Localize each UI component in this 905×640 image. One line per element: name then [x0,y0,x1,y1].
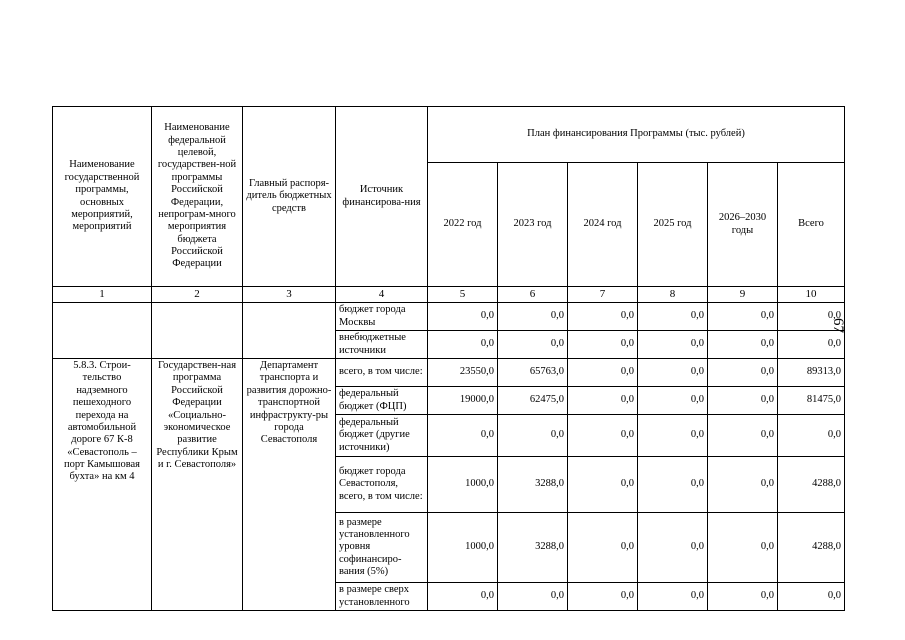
column-number: 3 [243,287,336,303]
page-number: 67 [830,318,846,333]
column-number: 8 [638,287,708,303]
value-2026-2030: 0,0 [708,303,778,331]
header-year-2025: 2025 год [638,163,708,287]
value-2024: 0,0 [568,583,638,611]
table-row [53,359,845,387]
value-2023: 0,0 [498,303,568,331]
funding-source: в размере сверх установленного [336,583,428,611]
value-2024: 0,0 [568,415,638,457]
value-total: 0,0 [778,583,845,611]
program-name-cell [53,303,152,359]
value-2023: 3288,0 [498,513,568,583]
value-2026-2030: 0,0 [708,457,778,513]
value-2025: 0,0 [638,457,708,513]
federal-program-cell [152,303,243,359]
header-program-name: Наименование государственной программы, основных мероприятий, мероприятий [53,107,152,287]
funding-source: федеральный бюджет (другие источники) [336,415,428,457]
program-name-cell: 5.8.3. Строи-тельство надземного пешеходного перехода на автомобильной дороге 67 К-8 «Севастополь – порт Камышовая бухта» на км 4 [53,359,152,611]
value-2022: 19000,0 [428,387,498,415]
funding-source: бюджет города Севастополя, всего, в том числе: [336,457,428,513]
value-total: 81475,0 [778,387,845,415]
column-number: 9 [708,287,778,303]
value-2022: 0,0 [428,415,498,457]
financing-table [52,106,845,611]
value-total: 4288,0 [778,513,845,583]
value-2025: 0,0 [638,387,708,415]
value-2026-2030: 0,0 [708,331,778,359]
value-2026-2030: 0,0 [708,415,778,457]
value-total: 0,0 [778,331,845,359]
value-2025: 0,0 [638,359,708,387]
value-2022: 0,0 [428,303,498,331]
value-2025: 0,0 [638,415,708,457]
column-number: 4 [336,287,428,303]
header-year-2023: 2023 год [498,163,568,287]
column-number: 6 [498,287,568,303]
value-2024: 0,0 [568,331,638,359]
value-2022: 0,0 [428,583,498,611]
header-years-2026-2030: 2026–2030 годы [708,163,778,287]
value-2025: 0,0 [638,331,708,359]
header-financing-plan: План финансирования Программы (тыс. рублей) [428,107,845,163]
header-funding-source: Источник финансирова-ния [336,107,428,287]
value-total: 89313,0 [778,359,845,387]
column-number: 7 [568,287,638,303]
value-2023: 3288,0 [498,457,568,513]
value-2024: 0,0 [568,387,638,415]
column-number: 5 [428,287,498,303]
funding-source: федеральный бюджет (ФЦП) [336,387,428,415]
value-2023: 62475,0 [498,387,568,415]
funding-source: в размере установленного уровня софинансиро-вания (5%) [336,513,428,583]
value-2023: 65763,0 [498,359,568,387]
header-total: Всего [778,163,845,287]
value-2025: 0,0 [638,303,708,331]
value-total: 0,0 [778,303,845,331]
value-2025: 0,0 [638,583,708,611]
value-2025: 0,0 [638,513,708,583]
table-row [53,303,845,331]
budget-manager-cell: Департамент транспорта и развития дорожно-транспортной инфраструкту-ры города Севастополя [243,359,336,611]
funding-source: бюджет города Москвы [336,303,428,331]
funding-source: всего, в том числе: [336,359,428,387]
header-budget-manager: Главный распоря-дитель бюджетных средств [243,107,336,287]
value-2024: 0,0 [568,513,638,583]
value-2023: 0,0 [498,583,568,611]
column-number: 2 [152,287,243,303]
federal-program-cell: Государствен-ная программа Российской Федерации «Социально-экономическое развитие Республики Крым и г. Севастополя» [152,359,243,611]
value-total: 0,0 [778,415,845,457]
value-2026-2030: 0,0 [708,387,778,415]
header-federal-program: Наименование федеральной целевой, государствен-ной программы Российской Федерации, непрограм-много мероприятия бюджета Российской Федерации [152,107,243,287]
value-total: 4288,0 [778,457,845,513]
value-2022: 1000,0 [428,513,498,583]
value-2026-2030: 0,0 [708,583,778,611]
value-2022: 0,0 [428,331,498,359]
column-number: 10 [778,287,845,303]
value-2022: 23550,0 [428,359,498,387]
value-2024: 0,0 [568,457,638,513]
value-2022: 1000,0 [428,457,498,513]
value-2023: 0,0 [498,331,568,359]
header-year-2024: 2024 год [568,163,638,287]
budget-manager-cell [243,303,336,359]
value-2023: 0,0 [498,415,568,457]
value-2026-2030: 0,0 [708,359,778,387]
value-2024: 0,0 [568,303,638,331]
header-year-2022: 2022 год [428,163,498,287]
funding-source: внебюджетные источники [336,331,428,359]
column-number: 1 [53,287,152,303]
value-2024: 0,0 [568,359,638,387]
value-2026-2030: 0,0 [708,513,778,583]
